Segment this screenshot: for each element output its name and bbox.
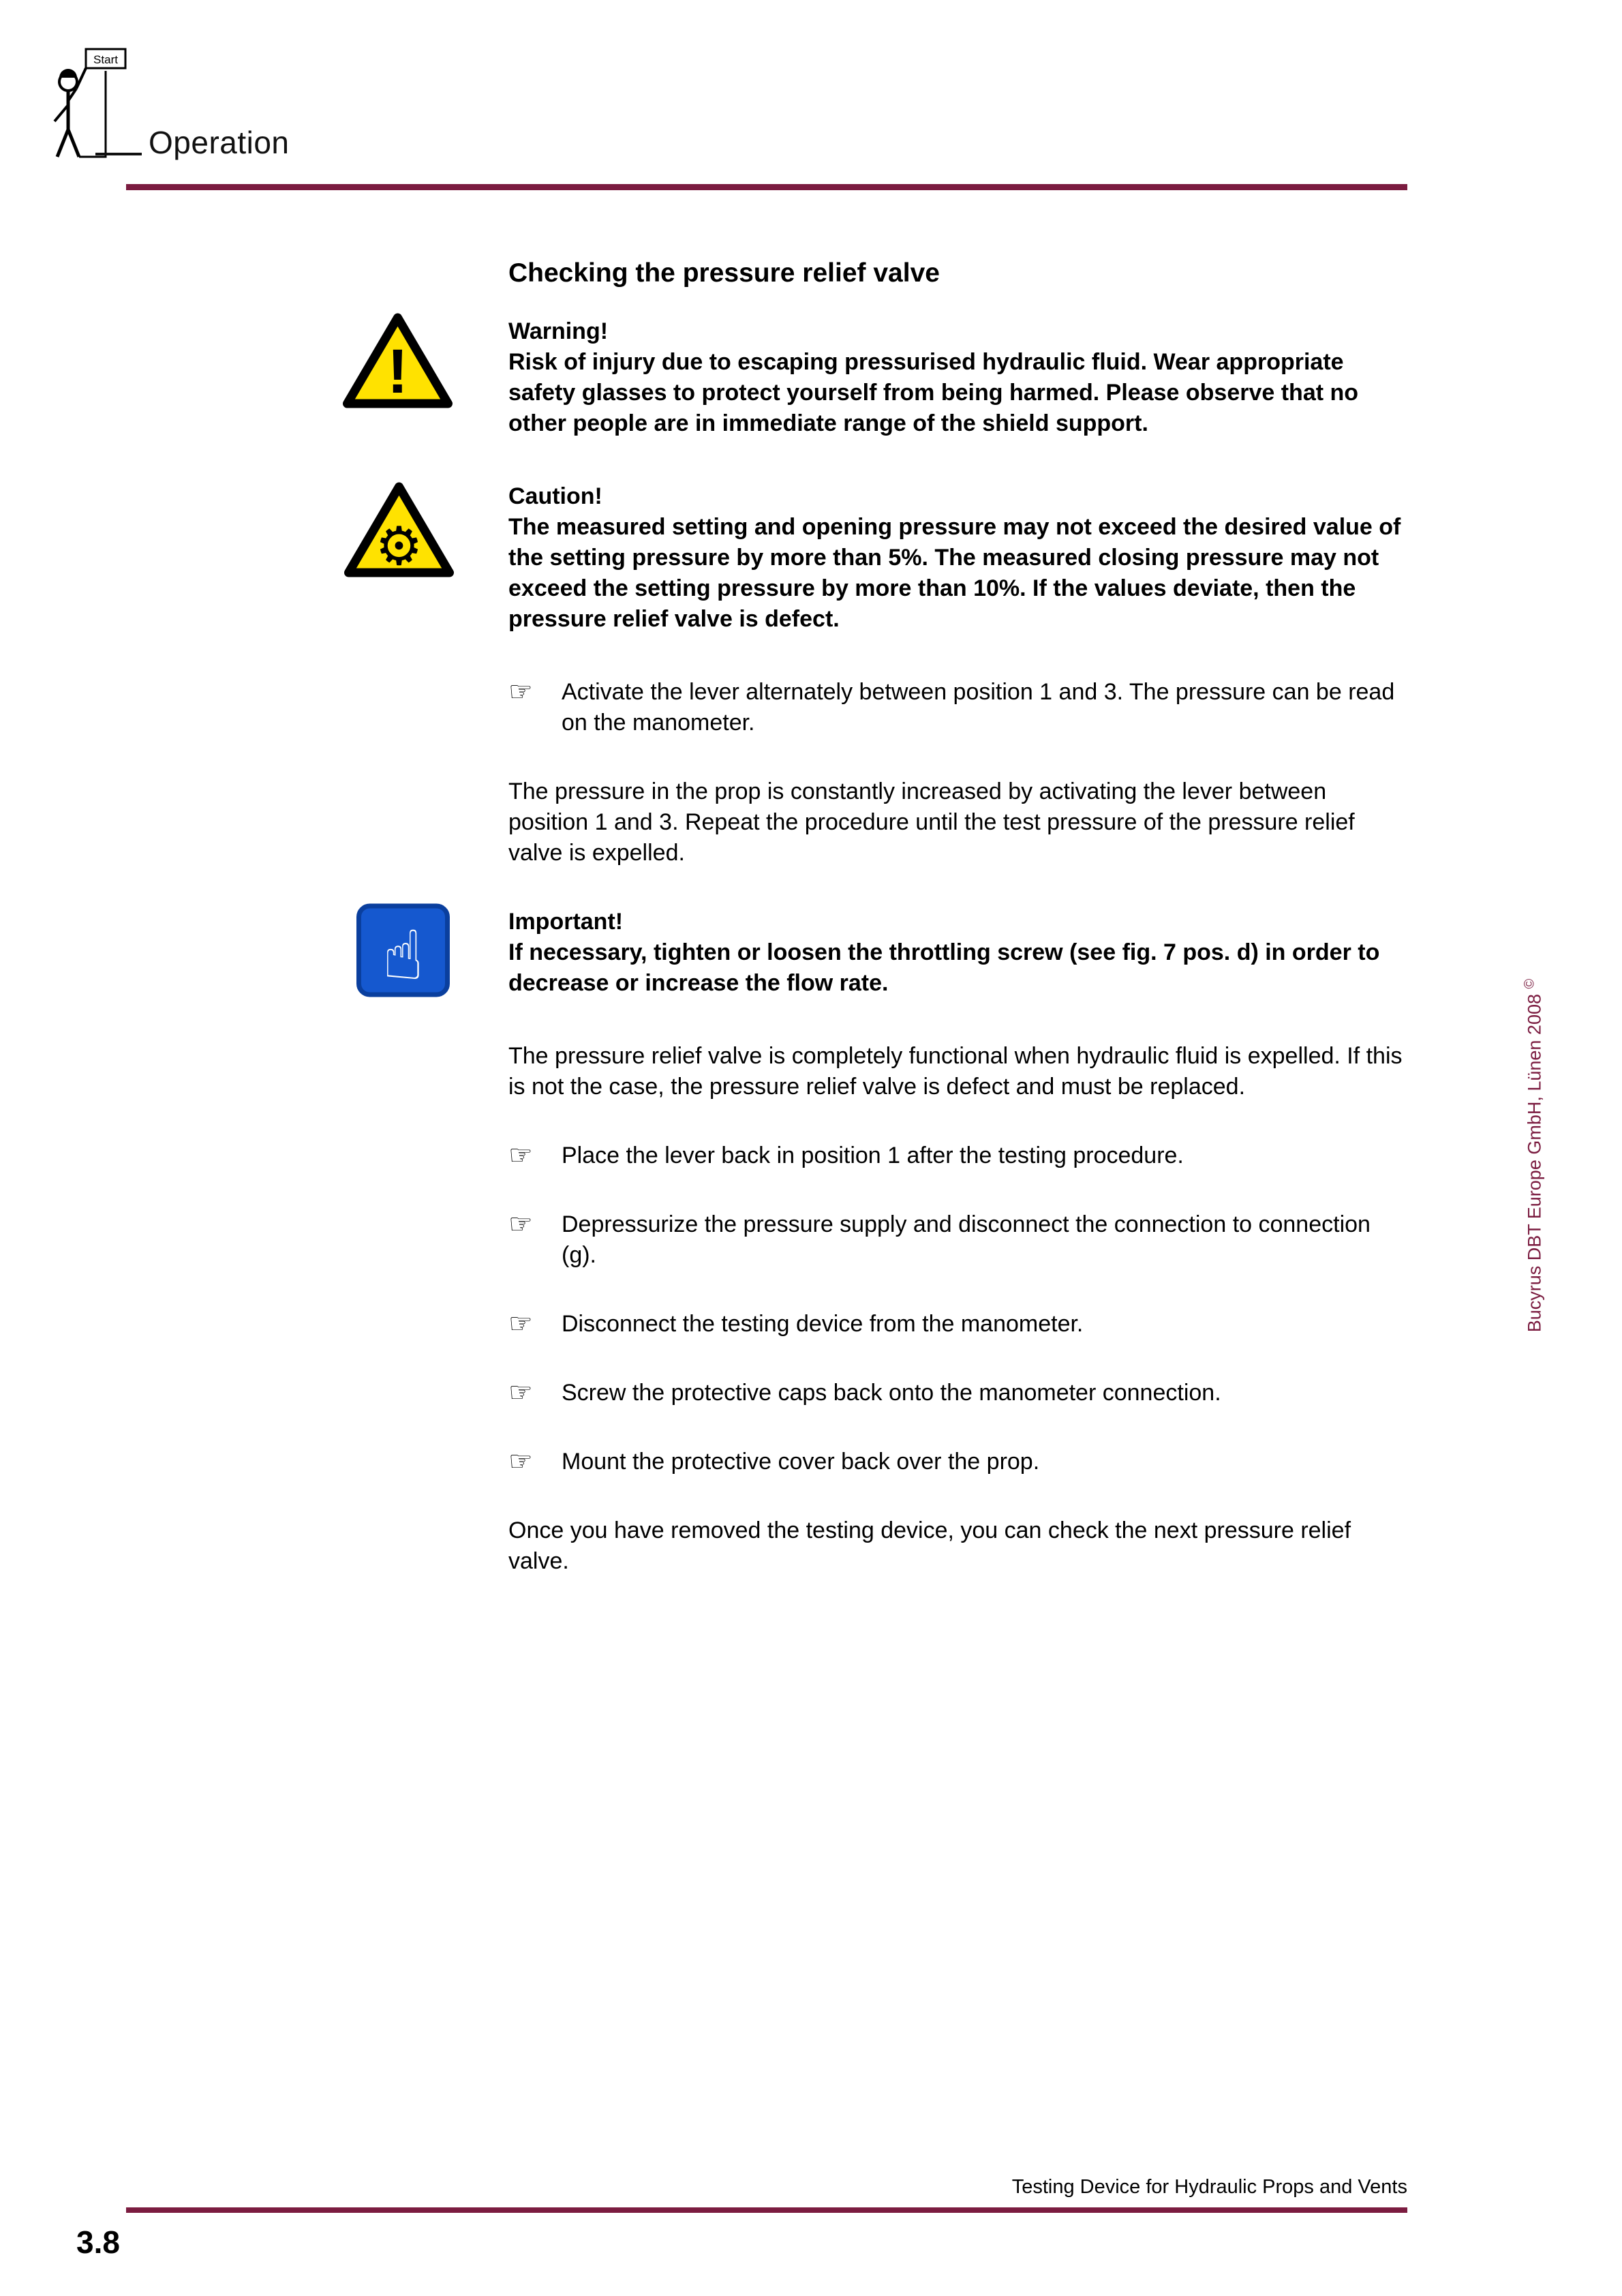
copyright-icon: © [1522, 978, 1537, 989]
pointing-hand-icon: ☞ [508, 1309, 533, 1339]
warning-body: Risk of injury due to escaping pressurised hydraulic fluid. Wear appropriate safety glasses to protect yourself from being harmed. Please observe that no other people are in immediate range of the shield support. [508, 349, 1359, 436]
warning-heading: Warning! [508, 318, 609, 344]
step-activate-lever [508, 677, 1408, 738]
step-place-lever [508, 1141, 1408, 1171]
gear-glyph: ⚙ [375, 516, 423, 577]
header-connector-line [95, 153, 142, 155]
pointing-hand-icon: ☞ [508, 1378, 533, 1408]
miner-start-icon [41, 46, 133, 190]
important-notice [382, 907, 1408, 999]
header-rule [126, 184, 1407, 190]
pointing-hand-icon: ☞ [508, 677, 533, 707]
warning-notice [387, 316, 1408, 439]
caution-notice [375, 481, 1408, 635]
important-heading: Important! [508, 909, 624, 935]
step-text: Depressurize the pressure supply and disconnect the connection to connection (g). [562, 1211, 1371, 1268]
step-text: Place the lever back in position 1 after the testing procedure. [562, 1143, 1184, 1168]
page-number: 3.8 [76, 2224, 120, 2260]
para-functional: The pressure relief valve is completely functional when hydraulic fluid is expelled. If this is not the case, the pressure relief valve is defect and must be replaced. [508, 1043, 1403, 1100]
pointing-hand-icon: ☞ [508, 1209, 533, 1239]
para-next-valve: Once you have removed the testing device, you can check the next pressure relief valve. [508, 1517, 1351, 1574]
page-title: Checking the pressure relief valve [508, 258, 940, 288]
important-hand-icon [343, 903, 463, 998]
hand-glyph: ☝ [382, 916, 424, 995]
start-label: Start [93, 53, 118, 66]
warning-triangle-icon [338, 308, 457, 412]
publisher-text: Bucyrus DBT Europe GmbH, Lünen 2008 [1524, 993, 1545, 1333]
step-depressurize [508, 1209, 1408, 1271]
exclamation-mark: ! [387, 337, 408, 406]
side-note [1518, 971, 1548, 1340]
pointing-hand-icon: ☞ [508, 1141, 533, 1170]
step-mount-cover [508, 1447, 1408, 1477]
caution-triangle-icon [339, 477, 459, 581]
footer-doc-title: Testing Device for Hydraulic Props and Vents [1011, 2176, 1407, 2198]
content-column [375, 258, 1408, 1615]
pointing-hand-icon: ☞ [508, 1447, 533, 1477]
important-body: If necessary, tighten or loosen the throttling screw (see fig. 7 pos. d) in order to decrease or increase the flow rate. [508, 939, 1380, 996]
step-text: Screw the protective caps back onto the manometer connection. [562, 1380, 1221, 1406]
step-text: Activate the lever alternately between position 1 and 3. The pressure can be read on the manometer. [562, 679, 1395, 736]
step-text: Disconnect the testing device from the manometer. [562, 1311, 1084, 1337]
section-title: Operation [149, 125, 290, 160]
footer-rule [126, 2207, 1407, 2213]
caution-body: The measured setting and opening pressure may not exceed the desired value of the setting pressure by more than 5%. The measured closing pressure may not exceed the setting pressure by more than 10%. If the values deviate, then the pressure relief valve is defect. [508, 514, 1401, 632]
caution-heading: Caution! [508, 483, 602, 509]
step-disconnect-device [508, 1309, 1408, 1340]
publisher-note [1522, 979, 1545, 1333]
step-screw-caps [508, 1378, 1408, 1408]
step-text: Mount the protective cover back over the prop. [562, 1449, 1040, 1475]
para-pressure-increase: The pressure in the prop is constantly increased by activating the lever between position 1 and 3. Repeat the procedure until the test pressure of the pressure relief valve is expelled. [508, 779, 1355, 866]
